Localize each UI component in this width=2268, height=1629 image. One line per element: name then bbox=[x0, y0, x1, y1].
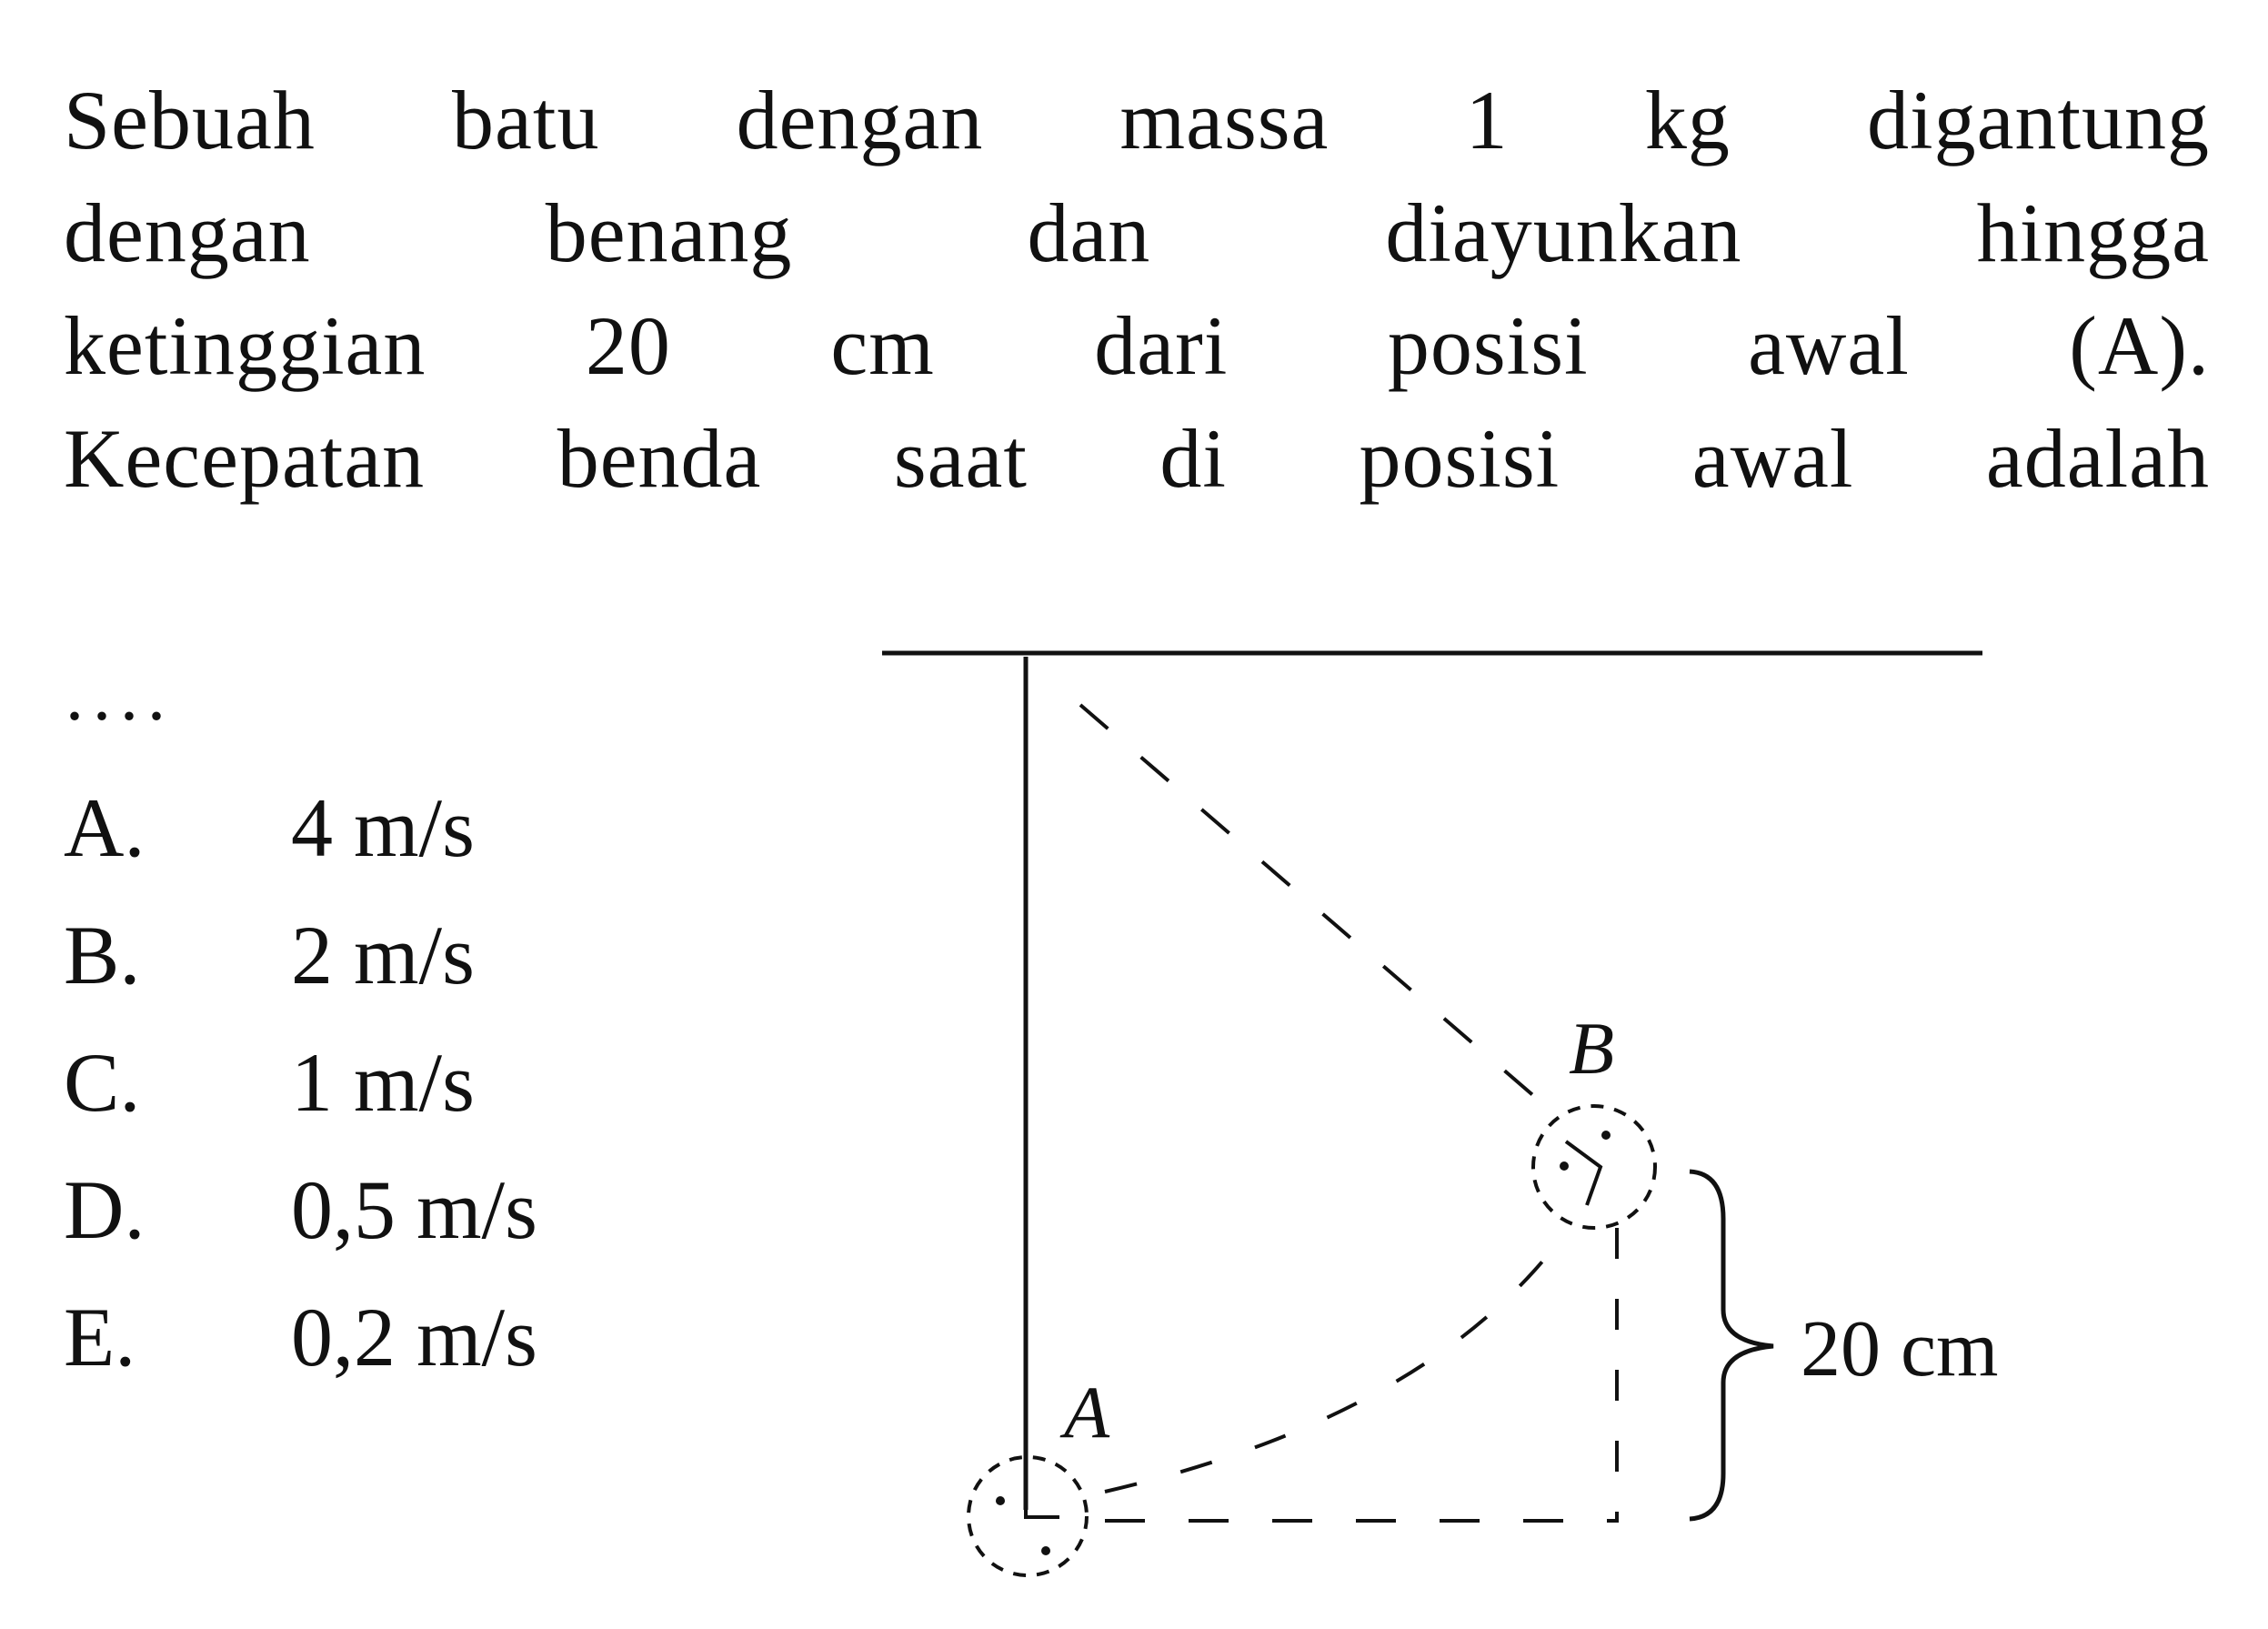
question-ellipsis: .... bbox=[65, 656, 175, 736]
stone-b-dot bbox=[1560, 1161, 1569, 1171]
stone-b-dot bbox=[1601, 1131, 1611, 1140]
hook-b bbox=[1566, 1141, 1601, 1205]
option-letter: E. bbox=[64, 1291, 136, 1383]
height-brace bbox=[1690, 1171, 1773, 1519]
hook-a bbox=[1026, 1455, 1059, 1517]
option-letter: A. bbox=[64, 781, 146, 874]
height-label: 20 cm bbox=[1801, 1305, 1999, 1393]
option-value: 0,2 m/s bbox=[291, 1291, 537, 1383]
option-letter: D. bbox=[64, 1163, 146, 1256]
string-dashed bbox=[1080, 705, 1555, 1114]
question-line-2: dengan benang dan diayunkan hingga bbox=[64, 186, 2210, 279]
label-a: A bbox=[1064, 1371, 1110, 1453]
swing-path-dashed bbox=[1105, 1246, 1555, 1492]
option-value: 0,5 m/s bbox=[291, 1163, 537, 1256]
option-value: 2 m/s bbox=[291, 909, 475, 1001]
question-line-3: ketinggian 20 cm dari posisi awal (A). bbox=[64, 299, 2210, 392]
stone-b bbox=[1533, 1106, 1655, 1228]
stone-a-dot bbox=[1041, 1546, 1050, 1555]
option-value: 4 m/s bbox=[291, 781, 475, 874]
option-letter: B. bbox=[64, 909, 141, 1001]
option-letter: C. bbox=[64, 1036, 141, 1129]
question-line-1: Sebuah batu dengan massa 1 kg digantung bbox=[64, 74, 2210, 166]
question-line-4: Kecepatan benda saat di posisi awal adalah bbox=[64, 412, 2210, 505]
stone-a-dot bbox=[996, 1496, 1005, 1505]
option-value: 1 m/s bbox=[291, 1036, 475, 1129]
label-b: B bbox=[1569, 1007, 1615, 1090]
